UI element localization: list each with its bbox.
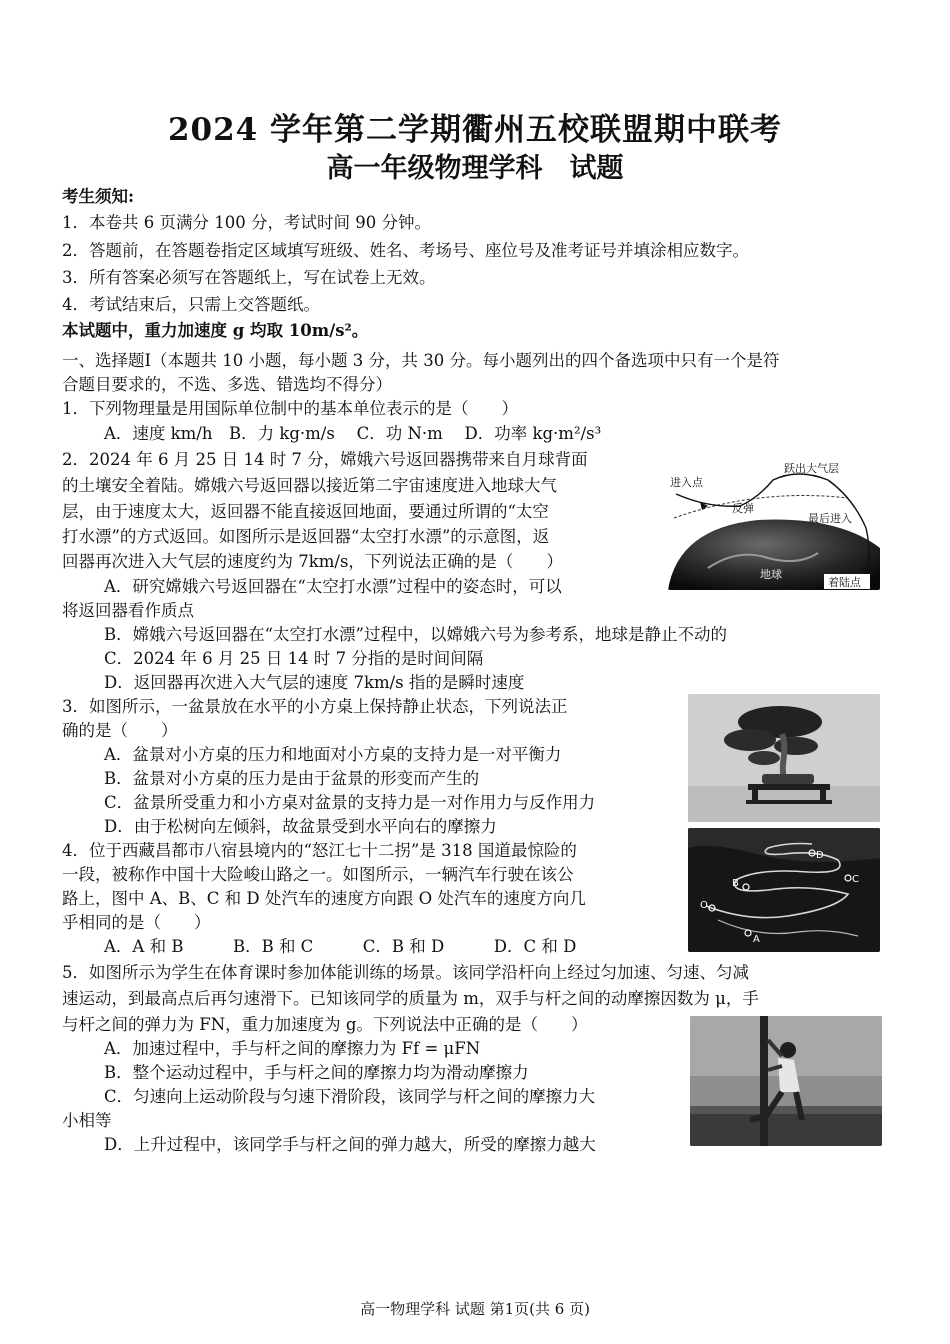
q2-line-1: 2．2024 年 6 月 25 日 14 时 7 分，嫦娥六号返回器携带来自月球背面 (62, 450, 588, 469)
q3-line-1: 3．如图所示，一盆景放在水平的小方桌上保持静止状态，下列说法正 (62, 697, 568, 716)
label-bounce: 反弹 (732, 502, 754, 515)
notice-item-3: 3．所有答案必须写在答题纸上，写在试卷上无效。 (62, 268, 436, 287)
q3-option-b: B．盆景对小方桌的压力是由于盆景的形变而产生的 (104, 769, 480, 788)
q2-line-2: 的土壤安全着陆。嫦娥六号返回器以接近第二宇宙速度进入地球大气 (62, 476, 557, 495)
q4-line-2: 一段，被称作中国十大险峻山路之一。如图所示，一辆汽车行驶在该公 (62, 865, 574, 884)
q5-line-2: 速运动，到最高点后再匀速滑下。已知该同学的质量为 m，双手与杆之间的动摩擦因数为 μ，手 (62, 989, 759, 1008)
point-a-label: A (753, 934, 760, 945)
q1-stem: 1．下列物理量是用国际单位制中的基本单位表示的是（ ） (62, 399, 518, 418)
exam-title: 2024 学年第二学期衢州五校联盟期中联考 (167, 112, 783, 148)
notice-item-1: 1．本卷共 6 页满分 100 分，考试时间 90 分钟。 (62, 213, 431, 232)
label-earth: 地球 (760, 568, 782, 581)
q5-option-a: A．加速过程中，手与杆之间的摩擦力为 Ff = μFN (104, 1039, 481, 1058)
q2-option-d: D．返回器再次进入大气层的速度 7km/s 指的是瞬时速度 (104, 673, 525, 692)
q5-option-b: B．整个运动过程中，手与杆之间的摩擦力均为滑动摩擦力 (104, 1063, 529, 1082)
q2-option-a-1: A．研究嫦娥六号返回器在“太空打水漂”过程中的姿态时，可以 (104, 577, 562, 596)
q2-option-c: C．2024 年 6 月 25 日 14 时 7 分指的是时间间隔 (104, 649, 484, 668)
label-landing: 着陆点 (828, 576, 861, 589)
label-reentry: 最后进入 (808, 512, 852, 525)
q5-line-3: 与杆之间的弹力为 FN，重力加速度为 g。下列说法中正确的是（ ） (62, 1015, 588, 1034)
pole (760, 1016, 768, 1146)
pole-climbing-photo (690, 1016, 882, 1146)
label-exit: 跃出大气层 (784, 462, 839, 475)
notice-item-4: 4．考试结束后，只需上交答题纸。 (62, 295, 320, 314)
point-c-label: C (852, 874, 859, 885)
notice-heading: 考生须知: (62, 187, 135, 206)
q2-line-3: 层，由于速度太大，返回器不能直接返回地面，要通过所谓的“太空 (62, 502, 549, 521)
q5-line-1: 5．如图所示为学生在体育课时参加体能训练的场景。该同学沿杆向上经过匀加速、匀速、匀减 (62, 963, 749, 982)
notice-item-2: 2．答题前，在答题卷指定区域填写班级、姓名、考场号、座位号及准考证号并填涂相应数字。 (62, 241, 749, 260)
point-d-label: D (816, 850, 824, 861)
q2-line-4: 打水漂”的方式返回。如图所示是返回器“太空打水漂”的示意图，返 (62, 527, 550, 546)
page-footer: 高一物理学科 试题 第1页(共 6 页) (360, 1300, 590, 1318)
bonsai-photo (688, 694, 880, 822)
q4-options: A．A 和 B B．B 和 C C．B 和 D D．C 和 D (104, 937, 577, 956)
q4-line-4: 乎相同的是（ ） (62, 913, 211, 932)
q2-option-a-2: 将返回器看作质点 (62, 601, 194, 620)
gravity-note: 本试题中，重力加速度 g 均取 10m/s²。 (62, 321, 369, 340)
q3-option-c: C．盆景所受重力和小方桌对盆景的支持力是一对作用力与反作用力 (104, 793, 596, 812)
q2-line-5: 回器再次进入大气层的速度约为 7km/s，下列说法正确的是（ ） (62, 552, 563, 571)
exam-subtitle: 高一年级物理学科 试题 (326, 153, 624, 184)
q5-option-c-2: 小相等 (62, 1111, 112, 1130)
q1-options: A．速度 km/h B．力 kg·m/s C．功 N·m D．功率 kg·m²/s³ (104, 424, 602, 443)
q4-line-1: 4．位于西藏昌都市八宿县境内的“怒江七十二拐”是 318 国道最惊险的 (62, 841, 577, 860)
q5-option-d: D．上升过程中，该同学手与杆之间的弹力越大，所受的摩擦力越大 (104, 1135, 596, 1154)
point-b-label: B (732, 878, 739, 889)
section1-note: 合题目要求的，不选、多选、错选均不得分） (62, 375, 392, 394)
label-entry: 进入点 (670, 476, 703, 489)
q3-option-d: D．由于松树向左倾斜，故盆景受到水平向右的摩擦力 (104, 817, 497, 836)
winding-road-photo (688, 828, 880, 952)
q2-option-b: B．嫦娥六号返回器在“太空打水漂”过程中，以嫦娥六号为参考系，地球是静止不动的 (104, 625, 727, 644)
point-o-label: O (700, 900, 708, 911)
section1-heading: 一、选择题Ⅰ（本题共 10 小题，每小题 3 分，共 30 分。每小题列出的四个备选项中只有一个是符 (62, 351, 780, 370)
skip-reentry-figure (668, 458, 880, 590)
q5-option-c-1: C．匀速向上运动阶段与匀速下滑阶段，该同学与杆之间的摩擦力大 (104, 1087, 596, 1106)
q3-option-a: A．盆景对小方桌的压力和地面对小方桌的支持力是一对平衡力 (104, 745, 562, 764)
q3-line-2: 确的是（ ） (62, 721, 178, 740)
q4-line-3: 路上，图中 A、B、C 和 D 处汽车的速度方向跟 O 处汽车的速度方向几 (62, 889, 586, 908)
